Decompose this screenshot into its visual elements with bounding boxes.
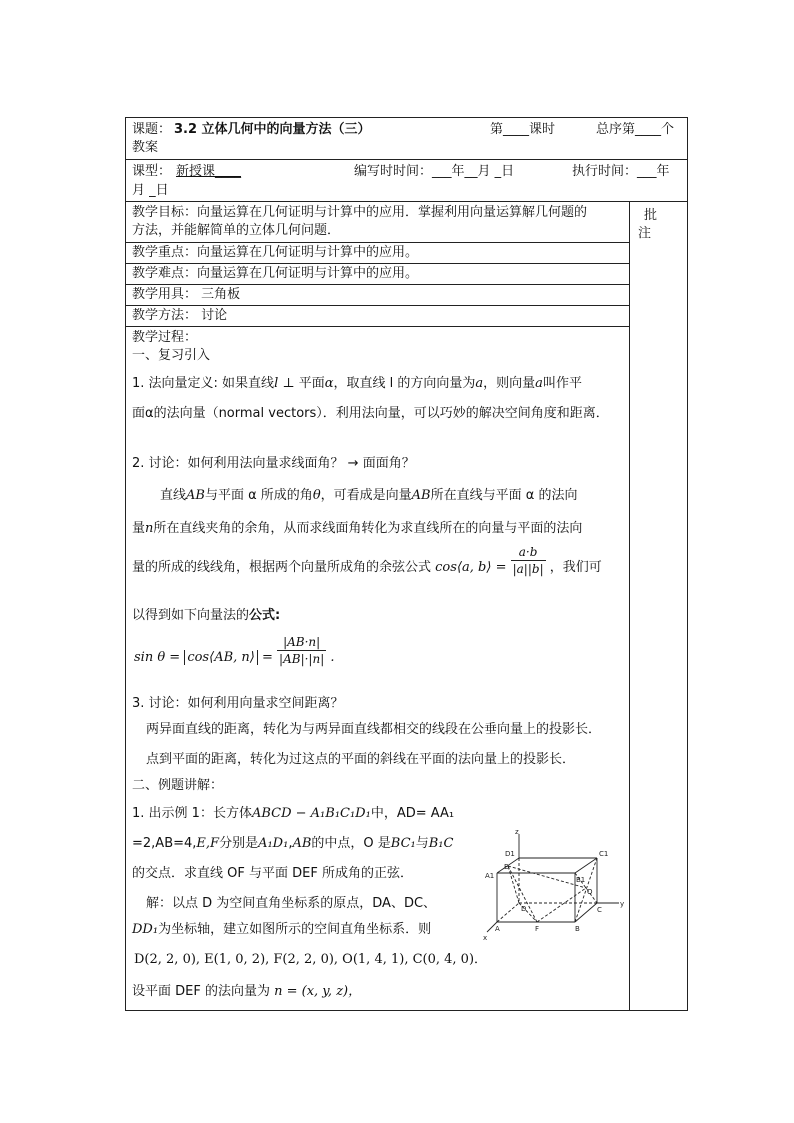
method-row: [126, 306, 629, 327]
label-D: D: [521, 905, 527, 913]
formula-intro: 以得到如下向量法的公式:: [132, 608, 281, 623]
solution-line1: 解：以点 D 为空间直角坐标系的原点，DA、DC、: [146, 896, 437, 911]
compile-time: 编写时时间：___年__月 _日: [354, 164, 515, 179]
label-O: O: [587, 888, 593, 896]
tools: 教学用具： 三角板: [132, 287, 241, 302]
type-label: 课型：: [132, 164, 172, 179]
label-z: z: [515, 828, 519, 836]
solution-line2: DD₁为坐标轴，建立如图所示的空间直角坐标系．则: [132, 922, 432, 937]
type-value: 新授课____: [176, 164, 242, 179]
normal-def-line1: 1. 法向量定义: 如果直线l ⊥ 平面α，取直线 l 的方向向量为a，则向量a叫作平: [132, 376, 582, 391]
point-plane-distance: 点到平面的距离，转化为过这点的平面的斜线在平面的法向量上的投影长．: [146, 752, 576, 767]
skew-distance: 两异面直线的距离，转化为与两异面直线都相交的线段在公垂向量上的投影长．: [146, 722, 602, 737]
exec-time-cont: 月 _日: [132, 183, 169, 198]
section-review: 一、复习引入: [132, 348, 211, 363]
section-examples: 二、例题讲解：: [132, 778, 224, 793]
normal-vector-line: 设平面 DEF 的法向量为 n = (x, y, z)，: [132, 984, 362, 999]
label-B: B: [575, 925, 580, 933]
example-1-line3: 的交点．求直线 OF 与平面 DEF 所成角的正弦．: [132, 866, 413, 881]
line-plane-angle-line1: 直线AB与平面 α 所成的角θ，可看成是向量AB所在直线与平面 α 的法向: [160, 488, 578, 503]
lesson-plan-table: [125, 117, 688, 1011]
exec-time: 执行时间：___年: [572, 164, 670, 179]
label-A: A: [495, 925, 500, 933]
meta-row: [126, 160, 687, 202]
plan-label: 教案: [132, 140, 159, 155]
header-row: [126, 118, 687, 160]
label-D1: D1: [505, 850, 515, 858]
label-A1: A1: [485, 872, 495, 880]
difficult-point: 教学难点：向量运算在几何证明与计算中的应用。: [132, 266, 419, 281]
label-y: y: [620, 900, 625, 908]
side-note-2: 注: [638, 226, 652, 241]
goals-row: [126, 202, 629, 243]
difficult-point-row: [126, 264, 629, 285]
label-x: x: [483, 934, 488, 942]
example-1-line2: =2,AB=4,E,F分别是A₁D₁,AB的中点，O 是BC₁与B₁C: [132, 836, 454, 851]
topic-label: 课题：: [132, 122, 172, 137]
line-plane-angle-line2: 量n所在直线夹角的余角，从而求线面角转化为求直线所在的向量与平面的法向: [132, 521, 583, 536]
label-E: E: [504, 863, 509, 871]
normal-def-line2: 面α的法向量（normal vectors）．利用法向量，可以巧妙的解决空间角度和距离．: [132, 406, 609, 421]
goals-line1: 教学目标：向量运算在几何证明与计算中的应用．掌握利用向量运算解几何题的: [132, 205, 588, 220]
goals-line2: 方法，并能解简单的立体几何问题．: [132, 223, 341, 238]
label-C1: C1: [599, 850, 609, 858]
lesson-number: 第____课时: [490, 122, 556, 137]
topic-title: 3.2 立体几何中的向量方法（三）: [174, 122, 371, 137]
coordinates: D(2, 2, 0), E(1, 0, 2), F(2, 2, 0), O(1, 4, 1), C(0, 4, 0)．: [134, 952, 488, 967]
example-1-line1: 1. 出示例 1：长方体ABCD − A₁B₁C₁D₁中，AD= AA₁: [132, 806, 455, 821]
key-point-row: [126, 243, 629, 264]
method: 教学方法： 讨论: [132, 308, 228, 323]
discussion-2: 2. 讨论：如何利用法向量求线面角？ → 面面角？: [132, 456, 415, 471]
label-C: C: [597, 906, 602, 914]
line-plane-angle-line3: 量的所成的线线角，根据两个向量所成角的余弦公式 cos⟨a, b⟩ = $\frac{a\cdot b}{|a||b|}$ ，我们可: [132, 545, 602, 576]
tools-row: [126, 285, 629, 306]
sin-formula: sin θ = cos⟨AB, n⟩ = $\frac{|AB\cdot n|}{|AB|\cdot|n|}$ .: [134, 635, 335, 666]
total-sequence: 总序第____个: [596, 122, 675, 137]
key-point: 教学重点：向量运算在几何证明与计算中的应用。: [132, 245, 419, 260]
side-note-1: 批: [644, 208, 658, 223]
discussion-3: 3. 讨论：如何利用向量求空间距离？: [132, 696, 344, 711]
cuboid-figure: [479, 828, 627, 946]
label-F: F: [535, 925, 540, 933]
label-B1: B1: [576, 876, 586, 884]
process-heading: 教学过程：: [132, 330, 198, 345]
side-column-divider: [629, 202, 630, 1010]
